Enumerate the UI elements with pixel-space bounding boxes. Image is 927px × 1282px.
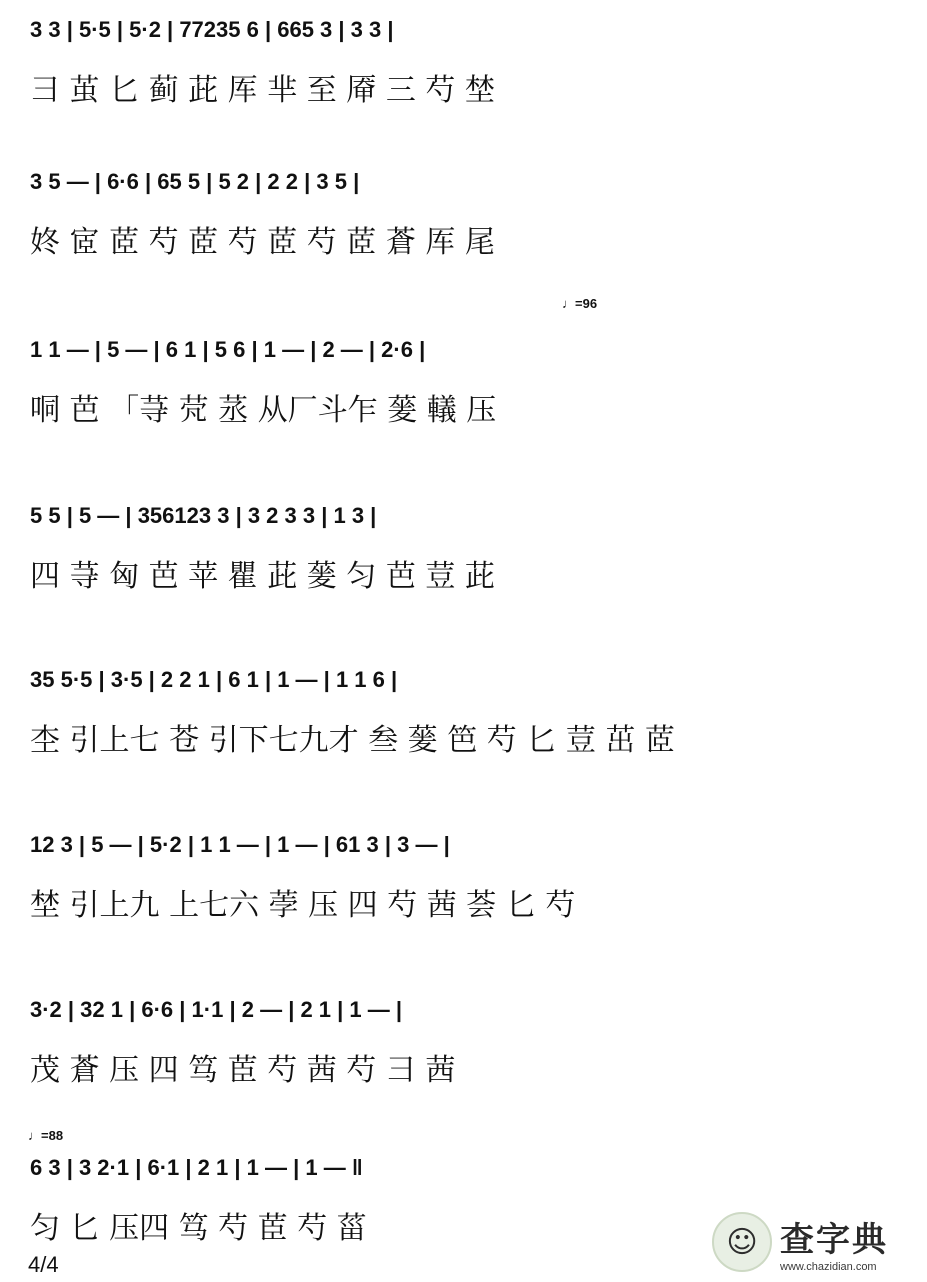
notes-text: 3 5 — | 6·6 | 65 5 | 5 2 | 2 2 | 3 5 | <box>30 169 360 194</box>
notes-text: 5 5 | 5 — | 356123 3 | 3 2 3 3 | 1 3 | <box>30 503 377 528</box>
notes-text: 3·2 | 32 1 | 6·6 | 1·1 | 2 — | 2 1 | 1 — | <box>30 997 403 1022</box>
notation-line-7 <box>30 980 917 1040</box>
notation-line-8 <box>30 1138 917 1198</box>
watermark-title: 查字典 <box>780 1219 888 1260</box>
tablature-line-4 <box>30 548 917 598</box>
tab-text: 哃 芭 「䒭 䒮 䒱 从厂斗乍 蓌 轙 压 <box>30 393 497 428</box>
notation-line-2 <box>30 152 917 212</box>
watermark[interactable] <box>712 1204 924 1280</box>
watermark-text <box>780 1212 888 1273</box>
watermark-url[interactable]: www.chazidian.com <box>780 1260 877 1273</box>
tab-text: 杢 引上七 苍 引下七九才 叁 蓌 笆 芍 匕 荳 茁 茝 <box>30 723 675 758</box>
notes-text: 12 3 | 5 — | 5·2 | 1 1 — | 1 — | 61 3 | 3 — | <box>30 832 450 857</box>
notes-text: 6 3 | 3 2·1 | 6·1 | 2 1 | 1 — | 1 — ‖ <box>30 1155 363 1180</box>
tab-text: 四 䒭 匈 芭 苹 瞿 茈 蓌 匀 芭 荳 茈 <box>30 559 495 594</box>
tablature-line-3 <box>30 382 917 432</box>
tablature-line-7 <box>30 1042 917 1092</box>
page-number: 4/4 <box>28 1252 59 1277</box>
notes-text: 3 3 | 5·5 | 5·2 | 77235 6 | 665 3 | 3 3 | <box>30 17 394 42</box>
tab-text: 茂 蒼 压 四 笃 茞 芍 茜 芍 彐 茜 <box>30 1053 456 1088</box>
notes-text: 35 5·5 | 3·5 | 2 2 1 | 6 1 | 1 — | 1 1 6 | <box>30 667 398 692</box>
notes-text: 1 1 — | 5 — | 6 1 | 5 6 | 1 — | 2 — | 2·6 | <box>30 337 426 362</box>
tablature-line-6 <box>30 877 917 927</box>
tablature-line-5 <box>30 712 917 762</box>
tab-text: 埜 引上九 上七六 荸 压 四 芍 茜 荟 匕 芍 <box>30 888 576 923</box>
notation-line-6 <box>30 815 917 875</box>
notation-line-4 <box>30 486 917 546</box>
tab-text: 匀 匕 压四 笃 芍 茞 芍 菑 <box>30 1211 367 1246</box>
graduate-icon: ☺ <box>712 1212 772 1272</box>
notation-line-5 <box>30 650 917 710</box>
tab-text: 㚵 宧 茝 芍 茝 芍 茝 芍 茝 蒼 厍 尾 <box>30 225 495 260</box>
notation-line-3 <box>30 320 917 380</box>
notation-line-1 <box>30 0 917 60</box>
tab-text: 彐 茧 匕 蓟 茈 厍 芈 至 厣 三 芍 埜 <box>30 73 495 108</box>
tablature-line-1 <box>30 62 917 112</box>
tablature-line-2 <box>30 214 917 264</box>
tempo-mark-2: ♩=88 <box>28 1128 64 1143</box>
tempo-mark-1: ♩=96 <box>562 296 598 311</box>
